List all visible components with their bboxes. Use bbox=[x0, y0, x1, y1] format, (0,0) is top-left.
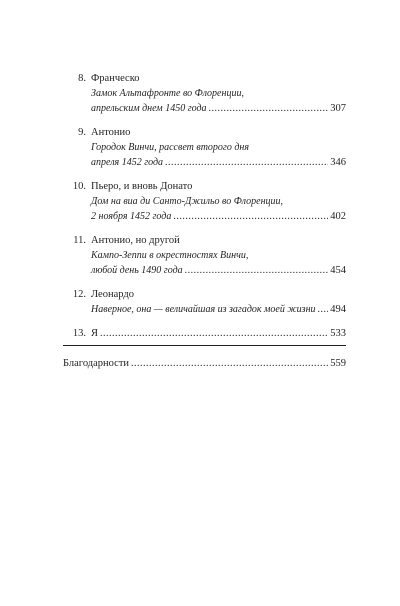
chapter-subtitle-line: Замок Альтафронте во Флоренции, bbox=[91, 88, 244, 99]
chapter-title: Я bbox=[91, 328, 99, 339]
entry-body bbox=[86, 125, 346, 170]
chapter-subtitle-line: Городок Винчи, рассвет второго дня bbox=[91, 142, 249, 153]
page-number: 559 bbox=[330, 358, 346, 369]
chapter-subtitle-line: Кампо-Зеппи в окрестностях Винчи, bbox=[91, 250, 249, 261]
subtitle-text: апрельским днем 1450 года bbox=[91, 103, 207, 114]
page-number: 494 bbox=[330, 304, 346, 315]
chapter-number: 13. bbox=[72, 328, 86, 339]
subtitle-text: любой день 1490 года bbox=[91, 265, 183, 276]
chapter-title: Антонио bbox=[91, 127, 131, 138]
chapter-subtitle-last-line bbox=[91, 155, 346, 170]
toc-entry-acknowledgements[interactable] bbox=[63, 356, 346, 371]
chapter-number: 11. bbox=[73, 235, 86, 246]
page-number: 346 bbox=[330, 157, 346, 168]
chapter-subtitle-line: Дом на виа ди Санто-Джильо во Флоренции, bbox=[91, 196, 284, 207]
dot-leader bbox=[173, 209, 328, 224]
chapter-title: Антонио, но другой bbox=[91, 235, 180, 246]
entry-body bbox=[86, 326, 346, 346]
subtitle-text: апреля 1452 года bbox=[91, 157, 164, 168]
chapter-title: Пьеро, и вновь Донато bbox=[91, 181, 193, 192]
dot-leader bbox=[131, 356, 328, 371]
chapter-number: 10. bbox=[72, 181, 86, 192]
chapter-subtitle-last-line bbox=[91, 263, 346, 278]
dot-leader bbox=[100, 326, 328, 341]
subtitle-text: 2 ноября 1452 года bbox=[91, 211, 172, 222]
entry-body bbox=[86, 71, 346, 116]
divider bbox=[63, 345, 346, 346]
table-of-contents bbox=[63, 71, 346, 371]
page-number: 533 bbox=[330, 328, 346, 339]
chapter-title: Франческо bbox=[91, 73, 140, 84]
entry-body bbox=[86, 287, 346, 317]
chapter-number: 9. bbox=[78, 127, 86, 138]
acknowledgements-title: Благодарности bbox=[63, 358, 130, 369]
page-number: 454 bbox=[330, 265, 346, 276]
toc-entry-10[interactable] bbox=[63, 179, 346, 224]
dot-leader bbox=[318, 302, 329, 317]
dot-leader bbox=[209, 101, 329, 116]
chapter-number: 12. bbox=[72, 289, 86, 300]
toc-entry-8[interactable] bbox=[63, 71, 346, 116]
dot-leader bbox=[185, 263, 329, 278]
toc-entry-11[interactable] bbox=[63, 233, 346, 278]
toc-entry-12[interactable] bbox=[63, 287, 346, 317]
toc-entry-9[interactable] bbox=[63, 125, 346, 170]
chapter-number: 8. bbox=[78, 73, 86, 84]
page-number: 402 bbox=[330, 211, 346, 222]
chapter-subtitle-last-line bbox=[91, 101, 346, 116]
dot-leader bbox=[165, 155, 328, 170]
page-number: 307 bbox=[330, 103, 346, 114]
entry-body bbox=[86, 233, 346, 278]
chapter-title: Леонардо bbox=[91, 289, 134, 300]
subtitle-text: Наверное, она — величайшая из загадок моей жизни bbox=[91, 304, 316, 315]
chapter-subtitle-last-line bbox=[91, 302, 346, 317]
chapter-title-line bbox=[91, 326, 346, 341]
toc-entry-13[interactable] bbox=[63, 326, 346, 346]
entry-body bbox=[86, 179, 346, 224]
chapter-subtitle-last-line bbox=[91, 209, 346, 224]
